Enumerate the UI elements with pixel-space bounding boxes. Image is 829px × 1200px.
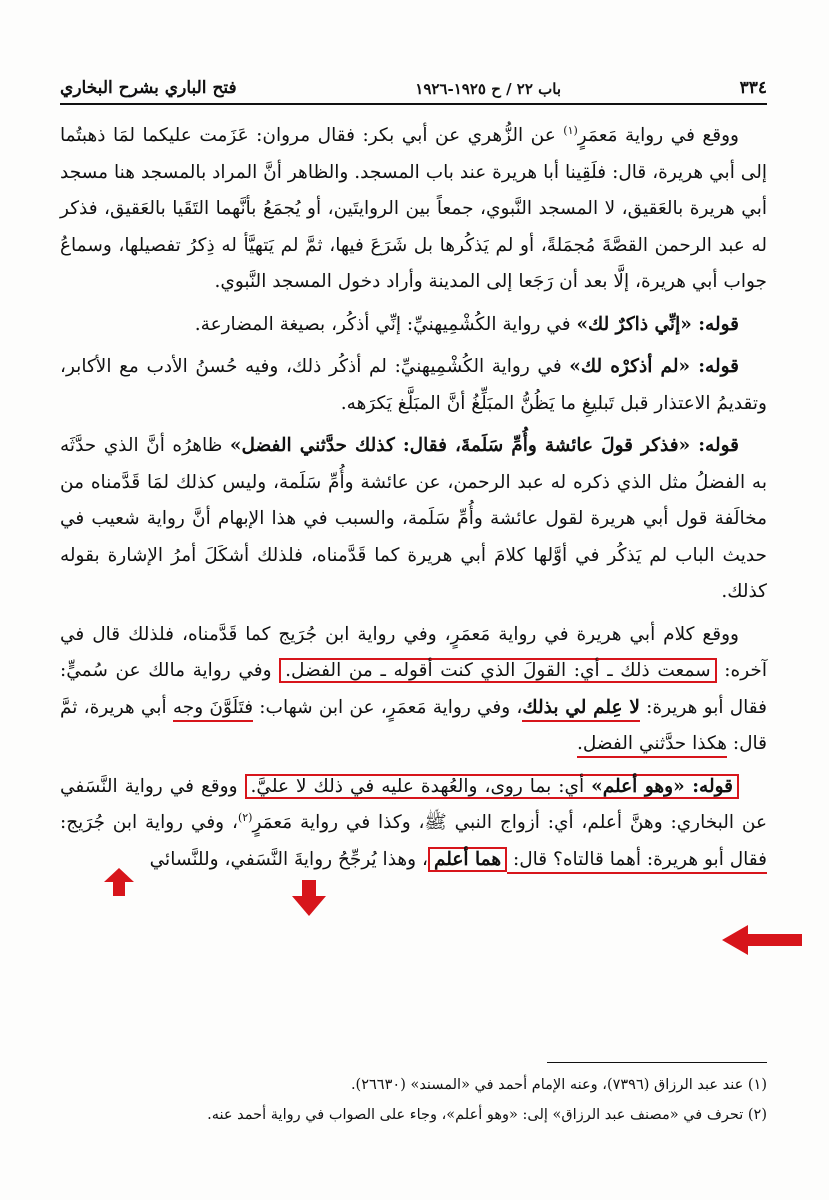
underline-face-changed: فتَلَوَّنَ وجه — [173, 697, 253, 722]
footnote-ref-1: (١) — [563, 123, 578, 137]
paragraph-2 — [60, 307, 767, 344]
p2-rest: في رواية الكُشْمِيهنيِّ: إنِّي أذكُر، بصيغة المضارعة. — [194, 313, 577, 335]
underline-fadl-told-me: هكذا حدَّثني الفضل. — [577, 733, 727, 758]
highlight-box-they-know-best: هما أعلم — [428, 847, 507, 872]
paragraph-1 — [60, 118, 767, 301]
footnotes — [60, 1070, 767, 1130]
p6-text-3: ، وهذا يُرجِّحُ روايةَ النَّسَفي، وللنَّسائي — [149, 848, 428, 870]
running-header — [60, 72, 767, 98]
footnote-1: (١) عند عبد الرزاق (٧٣٩٦)، وعنه الإمام أحمد في «المسند» (٢٦٦٣٠). — [350, 1077, 767, 1093]
footnote-2: (٢) تحرف في «مصنف عبد الرزاق» إلى: «وهو أعلم»، وجاء على الصواب في رواية أحمد عنه. — [207, 1107, 767, 1123]
p6-lead: قوله: «وهو أعلم» — [591, 775, 734, 797]
p4-rest: ظاهرُه أنَّ الذي حدَّثَه به الفضلُ مثل الذي ذكره له عبد الرحمن، عن عائشة وأُمِّ سَلَمة، وليس كذلك لمَا قَدَّمناه من مخالَفة قول أبي هريرة لقول عائشة وأُمِّ سَلَمة، والسبب في هذا الإبهام أنَّ رواية شعيب في حديث الباب لم يَذكُر في أوَّلها كلامَ أبي هريرة كما قَدَّمناه، فلذلك أشكَلَ أمرُ الإشارة بقوله كذلك. — [60, 435, 767, 602]
paragraph-4 — [60, 428, 767, 611]
underline-did-they-say-it: فقال أبو هريرة: أهما قالتاه؟ قال: — [507, 849, 767, 874]
p5-text-4: أبي هريرة، ثمَّ قال: — [60, 696, 767, 754]
p3-rest: في رواية الكُشْمِيهنيِّ: لم أذكُر ذلك، وفيه حُسنُ الأدب مع الأكابر، وتقديمُ الاعتذار قبل تَبليغِ ما يَظُنُّ المبَلِّغُ أنَّ المبَلَّغ يَكرَهه. — [60, 356, 767, 414]
paragraph-6 — [60, 769, 767, 879]
footnote-ref-2: (٢) — [237, 810, 253, 824]
paragraph-3 — [60, 349, 767, 422]
chapter-reference: باب ٢٢ / ح ١٩٢٥-١٩٢٦ — [415, 80, 562, 98]
highlight-box-fadl-quote: سمعت ذلك ـ أي: القولَ الذي كنت أقوله ـ من الفضل. — [279, 658, 717, 683]
book-title: فتح الباري بشرح البخاري — [60, 78, 237, 98]
red-arrow-up-icon — [104, 868, 134, 896]
footnote-rule — [547, 1062, 767, 1063]
p6-boxed-rest: أي: بما روى، والعُهدة عليه في ذلك لا عليَّ. — [250, 775, 592, 797]
p5-text-1: ووقع كلام أبي هريرة في رواية مَعمَرٍ، وفي رواية ابن جُرَيج كما قَدَّمناه، فلذلك قال في آخره: — [60, 623, 767, 681]
p2-lead: قوله: «إنِّي ذاكرٌ لك» — [576, 313, 739, 335]
p6-text-1: ووقع في رواية النَّسَفي عن البخاري: وهنَّ أعلم، أي: أزواج النبي ﷺ، وكذا في رواية مَعمَرٍ — [60, 775, 768, 833]
p4-lead: قوله: «فذكر قولَ عائشة وأُمِّ سَلَمةَ، فقال: كذلك حدَّثني الفضل» — [229, 435, 739, 456]
p5-text-2: وفي رواية مالك عن سُميٍّ: فقال أبو هريرة: — [60, 660, 767, 718]
page-number: ٣٣٤ — [739, 78, 767, 98]
p5-text-3: ، وفي رواية مَعمَرٍ، عن ابن شهاب: — [253, 696, 523, 718]
p1-text-1: ووقع في رواية مَعمَرٍ — [577, 125, 739, 146]
main-text — [60, 118, 767, 878]
paragraph-5 — [60, 617, 767, 763]
header-rule — [60, 103, 767, 105]
p1-text-2: عن الزُّهري عن أبي بكر: فقال مروان: عَزَمت عليكما لمَا ذهبتُما إلى أبي هريرة، قال: فلَقِينا أبا هريرة عند باب المسجد. والظاهر أنَّ المراد بالمسجد هنا مسجد أبي هريرة بالعَقيق، لا المسجد النَّبوي، جمعاً بين الروايتَين، أو يُجمَعُ بأنَّهما التَقَيا بالعَقيق، فذكر له عبد الرحمن القصَّةَ مُجمَلةً، أو لم يَذكُرها بل شَرَعَ فيها، ثمَّ لم يَتهيَّأ له ذِكرُ تفصيلها، وسماعُ جواب أبي هريرة، إلَّا بعد أن رَجَعا إلى المدينة وأراد دخول المسجد النَّبوي. — [60, 125, 767, 292]
red-arrow-down-icon — [292, 880, 326, 916]
p3-lead: قوله: «لم أذكرْه لك» — [569, 356, 739, 377]
highlight-box-he-knows-best — [245, 774, 739, 799]
p6-text-2: ، وفي رواية ابن جُرَيج: — [60, 812, 238, 833]
red-arrow-left-icon — [722, 925, 802, 955]
underline-no-knowledge: لا عِلم لي بذلك — [522, 697, 640, 722]
